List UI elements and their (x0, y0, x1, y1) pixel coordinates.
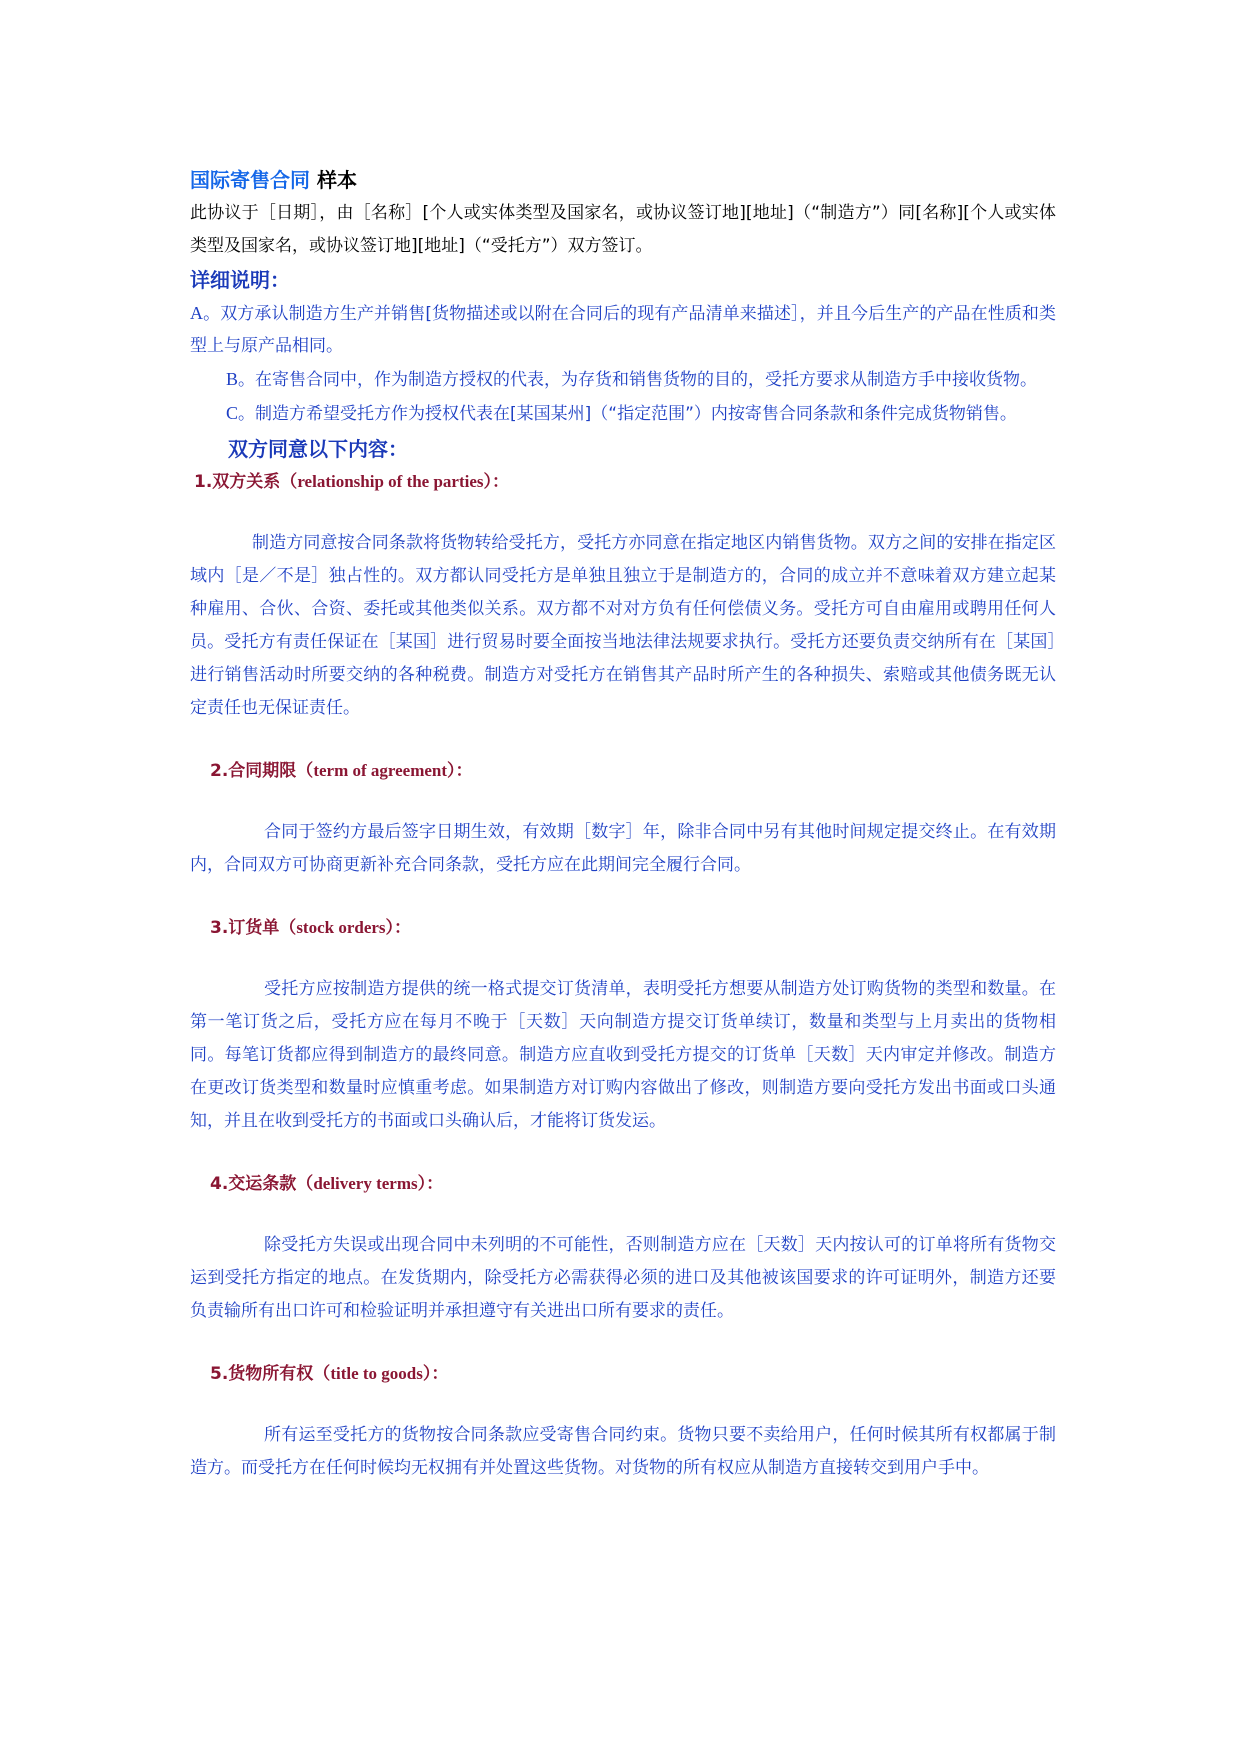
recital-a (190, 297, 1056, 362)
section-title-close: ）： (483, 472, 510, 492)
section-title-zh: .双方关系（ (205, 472, 298, 492)
recital-text: 。在寄售合同中，作为制造方授权的代表，为存货和销售货物的目的，受托方要求从制造方手中接收货物。 (238, 370, 1038, 390)
section-title-en: stock orders (296, 918, 386, 937)
section-number: 2 (210, 761, 222, 781)
section-title-close: ）： (447, 761, 473, 781)
section-body-3: 受托方应按制造方提供的统一格式提交订货清单，表明受托方想要从制造方处订购货物的类型和数量。在第一笔订货之后，受托方应在每月不晚于［天数］天向制造方提交订货单续订，数量和类型与上月卖出的货物相同。每笔订货都应得到制造方的最终同意。制造方应直收到受托方提交的订货单［天数］天内审定并修改。制造方在更改订货类型和数量时应慎重考虑。如果制造方对订购内容做出了修改，则制造方要向受托方发出书面或口头通知，并且在收到受托方的书面或口头确认后，才能将订货发运。 (190, 979, 1056, 1131)
recital-b (190, 363, 1056, 396)
title-main: 国际寄售合同 (190, 168, 310, 192)
section-title-en: term of agreement (313, 761, 448, 780)
section-heading-1 (194, 466, 1056, 498)
section-number: 4 (210, 1174, 222, 1194)
agreement-heading: 双方同意以下内容： (228, 437, 408, 461)
section-title-close: ）： (385, 918, 412, 938)
section-title-zh: .订货单（ (221, 918, 297, 938)
section-number: 1 (194, 472, 206, 492)
recital-text: 。制造方希望受托方作为授权代表在[某国某州]（“指定范围”）内按寄售合同条款和条件完成货物销售。 (238, 404, 1017, 424)
section-title-close: ）： (422, 1364, 449, 1384)
section-heading-5 (210, 1358, 1056, 1390)
section-heading-4 (210, 1168, 1056, 1200)
details-heading: 详细说明： (190, 268, 290, 292)
section-number: 5 (210, 1364, 222, 1384)
section-body-5: 所有运至受托方的货物按合同条款应受寄售合同约束。货物只要不卖给用户，任何时候其所有权都属于制造方。而受托方在任何时候均无权拥有并处置这些货物。对货物的所有权应从制造方直接转交到用户手中。 (190, 1425, 1056, 1478)
recital-letter: C (226, 403, 239, 423)
title-suffix: 样本 (310, 168, 357, 192)
document-page (190, 165, 1056, 1485)
section-body-4: 除受托方失误或出现合同中未列明的不可能性，否则制造方应在［天数］天内按认可的订单将所有货物交运到受托方指定的地点。在发货期内，除受托方必需获得必须的进口及其他被该国要求的许可证明外，制造方还要负责输所有出口许可和检验证明并承担遵守有关进出口所有要求的责任。 (190, 1235, 1056, 1321)
recital-c (190, 397, 1056, 430)
section-heading-2 (210, 755, 1056, 787)
section-title-en: title to goods (330, 1364, 423, 1383)
recital-letter: A (190, 303, 203, 323)
recital-text: 。双方承认制造方生产并销售[货物描述或以附在合同后的现有产品清单来描述］，并且今后生产的产品在性质和类型上与原产品相同。 (190, 304, 1056, 356)
recital-letter: B (226, 369, 239, 389)
section-title-en: delivery terms (313, 1174, 418, 1193)
section-heading-3 (210, 912, 1056, 944)
section-title-zh: .货物所有权（ (221, 1364, 331, 1384)
document-title (190, 165, 1056, 195)
intro-paragraph: 此协议于［日期］，由［名称］[个人或实体类型及国家名，或协议签订地][地址]（“制造方”）同[名称][个人或实体类型及国家名，或协议签订地][地址]（“受托方”）双方签订。 (190, 203, 1056, 256)
section-body-2: 合同于签约方最后签字日期生效，有效期［数字］年，除非合同中另有其他时间规定提交终止。在有效期内，合同双方可协商更新补充合同条款，受托方应在此期间完全履行合同。 (190, 822, 1056, 875)
section-title-zh: .合同期限（ (221, 761, 314, 781)
section-number: 3 (210, 918, 222, 938)
section-title-zh: .交运条款（ (221, 1174, 314, 1194)
section-title-close: ）： (417, 1174, 444, 1194)
section-body-1: 制造方同意按合同条款将货物转给受托方，受托方亦同意在指定地区内销售货物。双方之间的安排在指定区域内［是／不是］独占性的。双方都认同受托方是单独且独立于是制造方的，合同的成立并不意味着双方建立起某种雇用、合伙、合资、委托或其他类似关系。双方都不对对方负有任何偿债义务。受托方可自由雇用或聘用任何人员。受托方有责任保证在［某国］进行贸易时要全面按当地法律法规要求执行。受托方还要负责交纳所有在［某国］进行销售活动时所要交纳的各种税费。制造方对受托方在销售其产品时所产生的各种损失、索赔或其他债务既无认定责任也无保证责任。 (190, 533, 1056, 718)
section-title-en: relationship of the parties (297, 472, 484, 491)
